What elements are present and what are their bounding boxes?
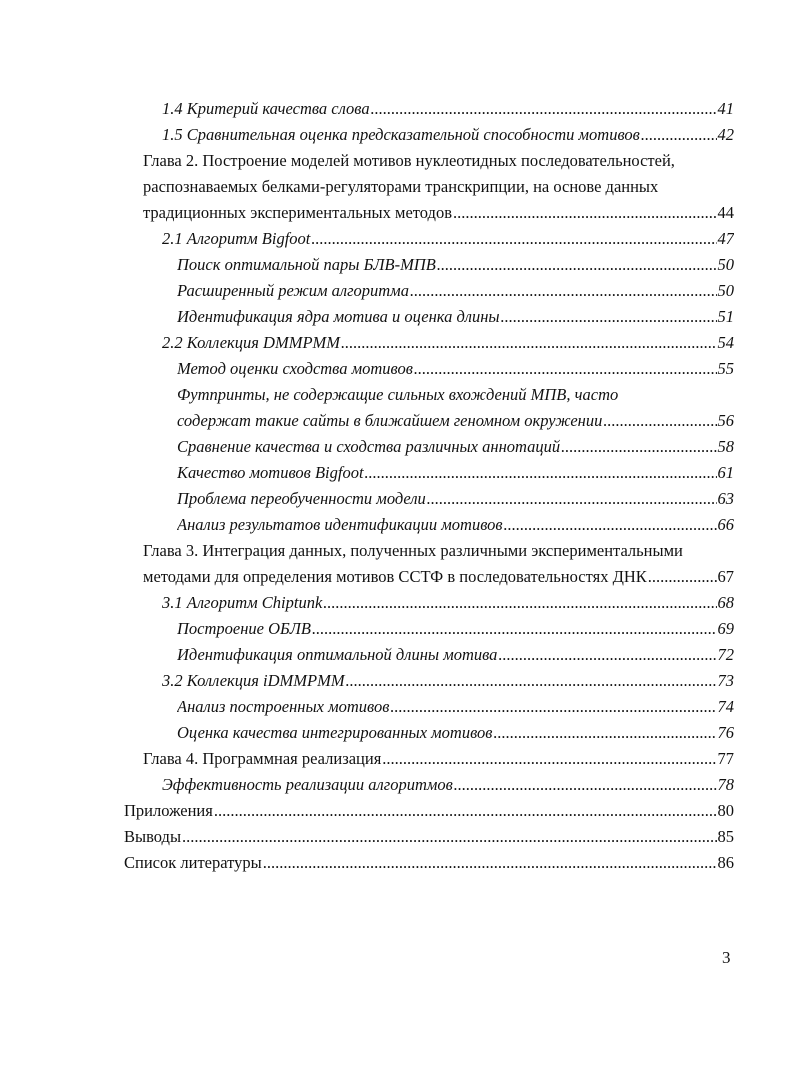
toc-page-number: 68 xyxy=(717,593,734,612)
toc-chapter-3-line-1: Глава 3. Интеграция данных, полученных различными экспериментальными xyxy=(143,541,683,560)
toc-entry-2-2 xyxy=(162,330,734,356)
toc-page-number: 67 xyxy=(717,567,734,586)
dot-leader xyxy=(603,408,716,434)
toc-page-number: 74 xyxy=(717,697,734,716)
toc-chapter-2-line-2: распознаваемых белками-регуляторами транскрипции, на основе данных xyxy=(143,177,659,196)
toc-entry-footprints-line-1: Футпринты, не содержащие сильных вхождений МПВ, часто xyxy=(177,385,619,404)
toc-page-number: 61 xyxy=(717,463,734,482)
toc-entry-title: традиционных экспериментальных методов xyxy=(143,203,452,222)
toc-entry-blv-mpv xyxy=(177,252,734,278)
toc-page-number: 73 xyxy=(717,671,734,690)
toc-entry-core-identification xyxy=(177,304,734,330)
toc-entry-title: Расширенный режим алгоритма xyxy=(177,281,409,300)
dot-leader xyxy=(371,96,717,122)
toc-entry-title: 1.4 Критерий качества слова xyxy=(162,99,370,118)
toc-entry-title: Глава 4. Программная реализация xyxy=(143,749,382,768)
page-number: 3 xyxy=(722,948,731,967)
dot-leader xyxy=(504,512,717,538)
toc-entry-title: Выводы xyxy=(124,827,182,846)
toc-page-number: 58 xyxy=(717,437,734,456)
toc-entry-title: содержат такие сайты в ближайшем геномном окружении xyxy=(177,411,603,430)
toc-references xyxy=(124,850,734,876)
toc-entry-title: 2.2 Коллекция DMMPMM xyxy=(162,333,341,352)
toc-page-number: 69 xyxy=(717,619,734,638)
toc-entry-annotation-comparison xyxy=(177,434,734,460)
toc-entry-1-4 xyxy=(162,96,734,122)
toc-entry-title: Идентификация ядра мотива и оценка длины xyxy=(177,307,500,326)
toc-entry-title: Проблема переобученности модели xyxy=(177,489,426,508)
toc-entry-title: 3.2 Коллекция iDMMPMM xyxy=(162,671,345,690)
toc-entry-optimal-length xyxy=(177,642,734,668)
dot-leader xyxy=(311,226,716,252)
toc-page-number: 41 xyxy=(717,99,734,118)
dot-leader xyxy=(390,694,716,720)
toc-page-number: 50 xyxy=(717,255,734,274)
toc-page-number: 80 xyxy=(717,801,734,820)
dot-leader xyxy=(427,486,717,512)
toc-page-number: 42 xyxy=(717,125,734,144)
toc-conclusions xyxy=(124,824,734,850)
toc-entry-title: 2.1 Алгоритм Bigfoot xyxy=(162,229,311,248)
toc-chapter-4 xyxy=(143,746,734,772)
toc-entry-title: Метод оценки сходства мотивов xyxy=(177,359,413,378)
toc-page-number: 55 xyxy=(717,359,734,378)
toc-page-number: 72 xyxy=(717,645,734,664)
toc-page-number: 76 xyxy=(717,723,734,742)
toc-page-number: 44 xyxy=(717,203,734,222)
toc-page-number: 63 xyxy=(717,489,734,508)
toc-page-number: 47 xyxy=(717,229,734,248)
toc-entry-oblv xyxy=(177,616,734,642)
toc-entry-efficiency xyxy=(162,772,734,798)
toc-entry-title: 3.1 Алгоритм Chiptunk xyxy=(162,593,323,612)
toc-entry-bigfoot-quality xyxy=(177,460,734,486)
dot-leader xyxy=(498,642,716,668)
toc-entry-title: Список литературы xyxy=(124,853,262,872)
toc-entry-title: Анализ результатов идентификации мотивов xyxy=(177,515,503,534)
toc-entry-built-motifs xyxy=(177,694,734,720)
toc-page-number: 85 xyxy=(717,827,734,846)
toc-entry-title: Качество мотивов Bigfoot xyxy=(177,463,364,482)
dot-leader xyxy=(453,200,717,226)
dot-leader xyxy=(493,720,716,746)
toc-page-number: 54 xyxy=(717,333,734,352)
toc-entry-title: Приложения xyxy=(124,801,213,820)
toc-page-number: 66 xyxy=(717,515,734,534)
dot-leader xyxy=(263,850,717,876)
toc-entry-title: Оценка качества интегрированных мотивов xyxy=(177,723,493,742)
toc-entry-3-1 xyxy=(162,590,734,616)
toc-page-number: 77 xyxy=(717,749,734,768)
toc-entry-title: Эффективность реализации алгоритмов xyxy=(162,775,453,794)
dot-leader xyxy=(346,668,717,694)
dot-leader xyxy=(501,304,717,330)
toc-entry-title: Анализ построенных мотивов xyxy=(177,697,390,716)
toc-page-number: 86 xyxy=(717,853,734,872)
toc-entry-1-5 xyxy=(162,122,734,148)
toc-page-number: 78 xyxy=(717,775,734,794)
toc-entry-title: Построение ОБЛВ xyxy=(177,619,312,638)
toc-entry-footprints xyxy=(177,408,734,434)
dot-leader xyxy=(410,278,717,304)
dot-leader xyxy=(414,356,717,382)
dot-leader xyxy=(182,824,716,850)
toc-entry-similarity-method xyxy=(177,356,734,382)
toc-entry-title: методами для определения мотивов ССТФ в последовательностях ДНК xyxy=(143,567,647,586)
toc-entry-title: Сравнение качества и сходства различных аннотаций xyxy=(177,437,561,456)
dot-leader xyxy=(561,434,716,460)
dot-leader xyxy=(454,772,717,798)
dot-leader xyxy=(312,616,716,642)
dot-leader xyxy=(365,460,717,486)
toc-chapter-2-line-1: Глава 2. Построение моделей мотивов нуклеотидных последовательностей, xyxy=(143,151,675,170)
toc-entry-3-2 xyxy=(162,668,734,694)
toc-entry-results-analysis xyxy=(177,512,734,538)
toc-page-number: 51 xyxy=(717,307,734,326)
dot-leader xyxy=(648,564,717,590)
toc-appendices xyxy=(124,798,734,824)
toc-chapter-3 xyxy=(143,564,734,590)
dot-leader xyxy=(437,252,717,278)
dot-leader xyxy=(382,746,716,772)
toc-entry-title: 1.5 Сравнительная оценка предсказательной способности мотивов xyxy=(162,125,640,144)
toc-page-number: 50 xyxy=(717,281,734,300)
toc-page-number: 56 xyxy=(717,411,734,430)
toc-chapter-2 xyxy=(143,200,734,226)
toc-entry-2-1 xyxy=(162,226,734,252)
toc-entry-title: Поиск оптимальной пары БЛВ-МПВ xyxy=(177,255,436,274)
toc-entry-overfitting xyxy=(177,486,734,512)
dot-leader xyxy=(641,122,717,148)
toc-entry-title: Идентификация оптимальной длины мотива xyxy=(177,645,498,664)
dot-leader xyxy=(323,590,716,616)
toc-entry-extended-mode xyxy=(177,278,734,304)
dot-leader xyxy=(341,330,716,356)
toc-entry-integrated-quality xyxy=(177,720,734,746)
dot-leader xyxy=(214,798,717,824)
